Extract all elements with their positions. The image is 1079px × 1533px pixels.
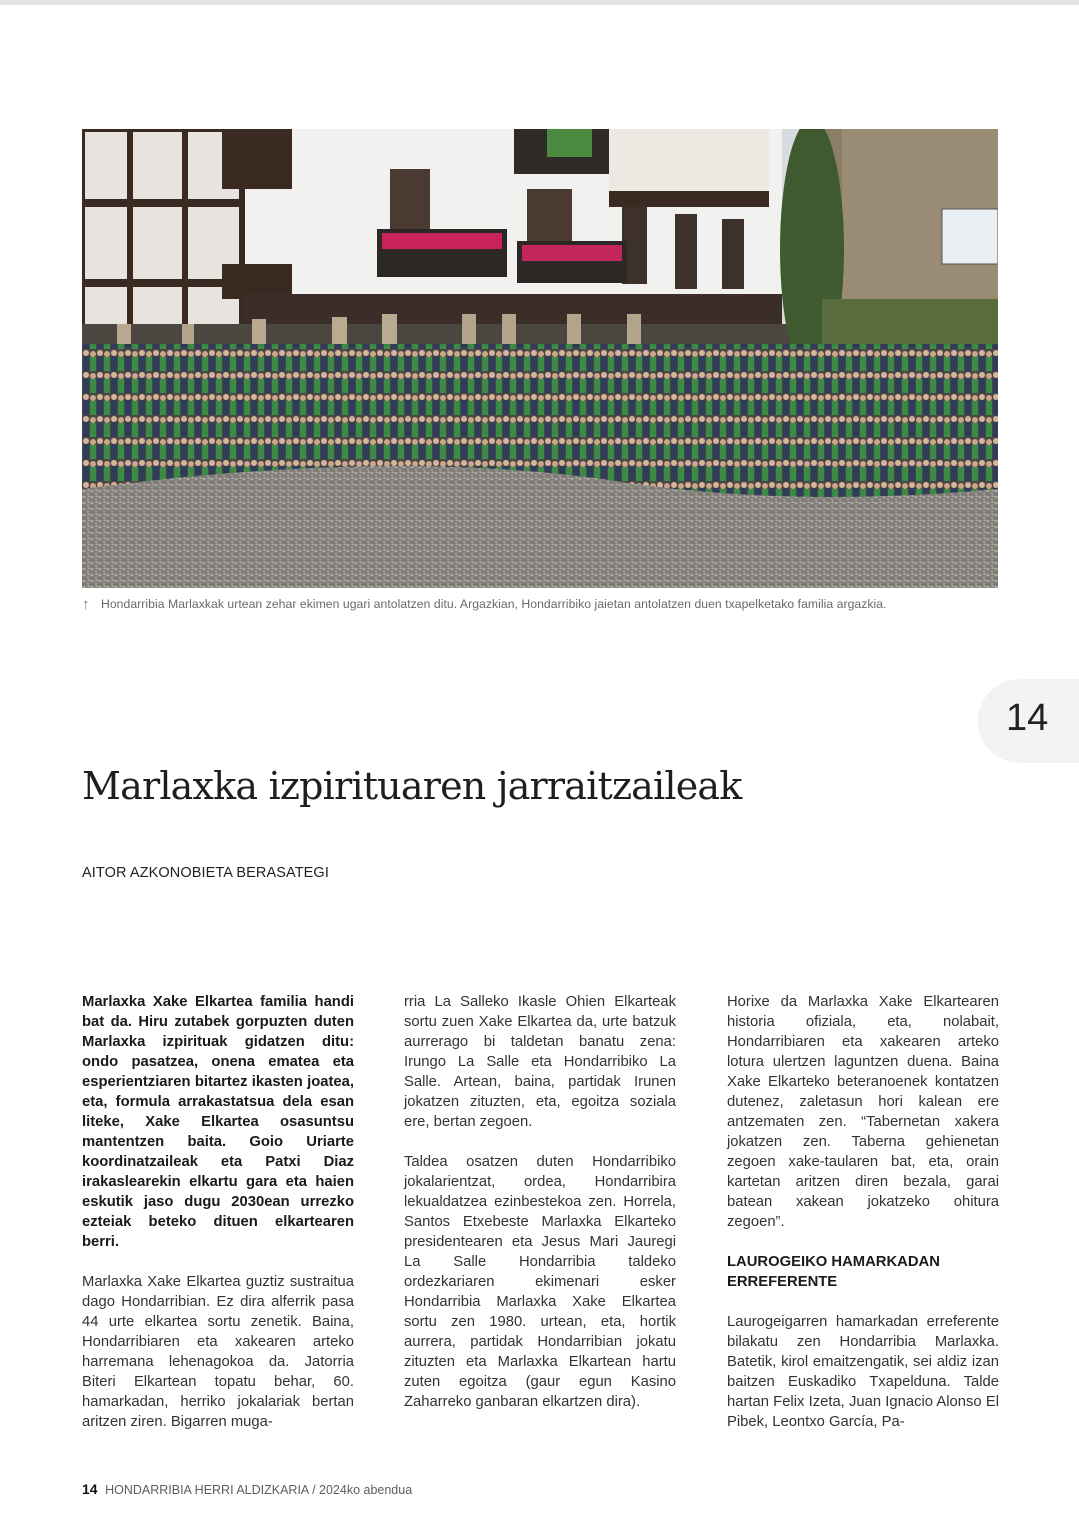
page-footer — [82, 1481, 412, 1497]
footer-separator: / — [308, 1483, 320, 1497]
photo-caption — [82, 596, 1002, 613]
article-column-1 — [82, 992, 354, 1432]
footer-publication: HONDARRIBIA HERRI ALDIZKARIA — [105, 1483, 309, 1497]
article-author: AITOR AZKONOBIETA BERASATEGI — [82, 865, 329, 881]
arrow-up-icon: ↑ — [82, 596, 90, 613]
footer-page-number: 14 — [82, 1481, 98, 1497]
group-photo-illustration — [82, 129, 998, 588]
article-column-2 — [404, 992, 676, 1412]
article-paragraph: Laurogeigarren hamarkadan erreferente bilakatu zen Hondarribia Marlaxka. Batetik, kirol emaitzengatik, sei aldiz izan baitzen Euskadiko Txapelduna. Talde hartan Felix Izeta, Juan Ignacio Alonso El Pibek, Leontxo García, Pa- — [727, 1314, 999, 1430]
article-title: Marlaxka izpirituaren jarraitzaileak — [82, 764, 742, 808]
footer-issue: 2024ko abendua — [319, 1483, 413, 1497]
article-paragraph: Taldea osatzen duten Hondarribiko jokalarientzat, ordea, Hondarribira lekualdatzea ezinbestekoa zen. Horrela, Santos Etxebeste Marlaxka Elkarteko presidentearen eta Jesus Mari Jauregi La Salle Hondarribia taldeko ordezkariaren ekimenari esker Hondarribia Marlaxka Xake Elkartea sortu zen 1980. urtean, eta, hortik aurrera, partidak Hondarribian jokatu zituzten eta Marlaxka Elkartean hartu zuten egoitza (gaur egun Kasino Zaharreko ganbaran elkartzen dira). — [404, 1154, 676, 1410]
section-subheading: LAUROGEIKO HAMARKADAN ERREFERENTE — [727, 1254, 940, 1290]
article-lead-paragraph: Marlaxka Xake Elkartea familia handi bat da. Hiru zutabek gorpuzten duten Marlaxka izpirituak gidatzen ditu: ondo pasatzea, onena ematea eta esperientziaren bitartez ikasten joatea, eta, formula arrakastatsua dela esan liteke, Xake Elkartea osasuntsu mantentzen baita. Goio Uriarte koordinatzaileak eta Patxi Diaz irakaslearekin elkartu gara eta haien eskutik jaso dugu 2030ean urrezko ezteiak beteko dituen elkartearen berri. — [82, 994, 354, 1250]
article-column-3 — [727, 992, 999, 1432]
article-paragraph: Marlaxka Xake Elkartea guztiz sustraitua dago Hondarribian. Ez dira alferrik pasa 44 urte elkartea sortu zenetik. Baina, Hondarribiaren eta xakearen arteko harremana lehenagokoa da. Jatorria Biteri Elkartean topatu behar, 60. hamarkadan, herriko jokalariak bertan aritzen ziren. Bigarren muga- — [82, 1274, 354, 1430]
article-paragraph: Horixe da Marlaxka Xake Elkartearen historia ofiziala, eta, nolabait, Hondarribiaren eta xakearen arteko lotura ulertzen laguntzen duena. Baina Xake Elkarteko beteranoenek kontatzen dutenez, zaletasun hori kalean ere antzematen zen. “Tabernetan xakera jokatzen zen. Taberna gehienetan zegoen xake-taularen bat, eta, orain kartetan aritzen diren bezala, garai batean xakean jokatzeko ohitura zegoen”. — [727, 994, 999, 1230]
article-photo — [82, 129, 998, 588]
page-number-tab — [978, 679, 1079, 763]
caption-text: Hondarribia Marlaxkak urtean zehar ekimen ugari antolatzen ditu. Argazkian, Hondarribiko jaietan antolatzen duen txapelketako familia argazkia. — [101, 597, 887, 611]
top-rule — [0, 0, 1079, 5]
page-number-tab-label: 14 — [1006, 697, 1049, 739]
article-paragraph: rria La Salleko Ikasle Ohien Elkarteak sortu zuen Xake Elkartea da, urte batzuk aurrerago bi taldetan banatu zena: Irungo La Salle eta Hondarribiko La Salle. Artean, baina, partidak Irunen jokatzen zituzten, eta, egoitza soziala ere, bertan zegoen. — [404, 994, 676, 1130]
